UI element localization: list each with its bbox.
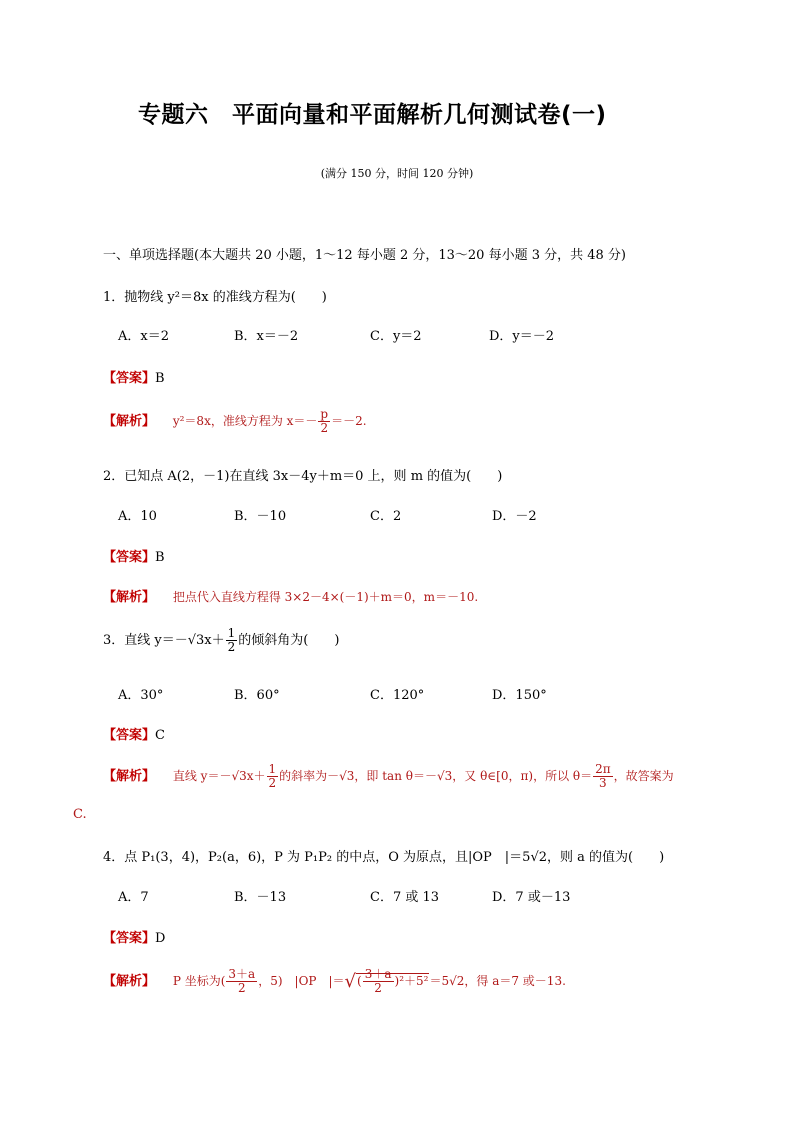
q2-analysis	[103, 586, 478, 605]
stem-text-end: 的倾斜角为( )	[238, 633, 340, 648]
analysis-text-end: ＝5√2，得 a＝7 或－13.	[429, 974, 566, 988]
sqrt-sign: √	[344, 971, 357, 992]
q3-analysis	[103, 763, 674, 790]
fraction-numerator: 1	[227, 626, 236, 640]
fraction-denominator: 2	[374, 981, 382, 995]
analysis-text-mid: ，5) |OP |＝	[258, 974, 345, 988]
fraction-numerator: 2π	[595, 762, 611, 776]
analysis-label: 【解析】	[103, 974, 156, 989]
q1-option-b: B．x＝－2	[234, 329, 299, 344]
q2-option-d: D．－2	[492, 509, 537, 524]
analysis-text-end: ＝－2.	[331, 414, 367, 428]
q1-option-c: C．y＝2	[370, 329, 422, 344]
q1-option-d: D．y＝－2	[489, 329, 555, 344]
fraction	[226, 968, 257, 995]
answer-label: 【答案】	[103, 931, 156, 946]
fraction	[363, 968, 394, 995]
q4-analysis	[103, 968, 566, 995]
fraction-denominator: 2	[238, 981, 246, 995]
q4-option-c: C．7 或 13	[370, 890, 440, 905]
answer-value: B	[155, 371, 165, 386]
q3-analysis-continued: C.	[73, 807, 87, 822]
fraction-numerator: p	[320, 407, 329, 421]
answer-value: C	[155, 728, 165, 743]
q3-option-b: B．60°	[234, 688, 280, 703]
fraction	[226, 627, 238, 654]
q3-option-d: D．150°	[492, 688, 547, 703]
question-1-stem: 1．抛物线 y²＝8x 的准线方程为( )	[103, 290, 327, 305]
answer-label: 【答案】	[103, 371, 156, 386]
q1-answer	[103, 367, 165, 386]
answer-value: D	[155, 931, 166, 946]
radicand-open: (	[357, 974, 362, 988]
analysis-text: y²＝8x，准线方程为 x＝－	[172, 414, 318, 428]
q1-option-a: A．x＝2	[118, 329, 169, 344]
fraction-denominator: 3	[599, 776, 607, 790]
analysis-text: 直线 y＝－√3x＋	[172, 769, 266, 783]
q4-option-a: A．7	[118, 890, 149, 905]
q3-option-c: C．120°	[370, 688, 425, 703]
q2-answer	[103, 546, 165, 565]
page-title: 专题六 平面向量和平面解析几何测试卷(一)	[138, 102, 607, 128]
fraction	[267, 763, 279, 790]
fraction-denominator: 2	[320, 421, 329, 435]
page-subtitle: (满分 150 分，时间 120 分钟)	[320, 167, 474, 180]
answer-label: 【答案】	[103, 728, 156, 743]
radicand-close: )²＋5²	[394, 974, 429, 988]
section-heading: 一、单项选择题(本大题共 20 小题，1～12 每小题 2 分，13～20 每小题 3 分，共 48 分)	[103, 248, 626, 263]
sqrt-radicand	[356, 967, 429, 995]
q3-answer	[103, 724, 165, 743]
fraction-numerator: 3＋a	[228, 967, 256, 981]
fraction	[593, 763, 613, 790]
analysis-label: 【解析】	[103, 414, 156, 429]
answer-label: 【答案】	[103, 550, 156, 565]
q2-option-c: C．2	[370, 509, 402, 524]
analysis-text-mid: 的斜率为－√3，即 tan θ＝－√3，又 θ∈[0，π)，所以 θ＝	[279, 769, 593, 783]
q2-option-b: B．－10	[234, 509, 287, 524]
analysis-label: 【解析】	[103, 769, 156, 784]
fraction	[318, 408, 330, 435]
analysis-text: P 坐标为(	[172, 974, 226, 988]
q1-analysis	[103, 408, 367, 435]
q4-option-d: D．7 或－13	[492, 890, 571, 905]
fraction-numerator: 1	[268, 762, 277, 776]
analysis-label: 【解析】	[103, 590, 156, 605]
fraction-denominator: 2	[268, 776, 277, 790]
analysis-text: 把点代入直线方程得 3×2－4×(－1)＋m＝0，m＝－10.	[172, 590, 479, 604]
q3-option-a: A．30°	[118, 688, 164, 703]
q2-option-a: A．10	[118, 509, 157, 524]
answer-value: B	[155, 550, 165, 565]
fraction-denominator: 2	[227, 640, 236, 654]
analysis-text-end: ，故答案为	[613, 769, 674, 783]
q4-answer	[103, 927, 165, 946]
stem-text: 3．直线 y＝－√3x＋	[103, 633, 225, 648]
question-3-stem	[103, 627, 339, 654]
q4-option-b: B．－13	[234, 890, 287, 905]
question-4-stem: 4．点 P₁(3，4)，P₂(a，6)，P 为 P₁P₂ 的中点，O 为原点，且|OP |＝5√2，则 a 的值为( )	[103, 850, 665, 865]
fraction-numerator: 3＋a	[364, 967, 392, 981]
question-2-stem: 2．已知点 A(2，－1)在直线 3x－4y＋m＝0 上，则 m 的值为( )	[103, 469, 503, 484]
